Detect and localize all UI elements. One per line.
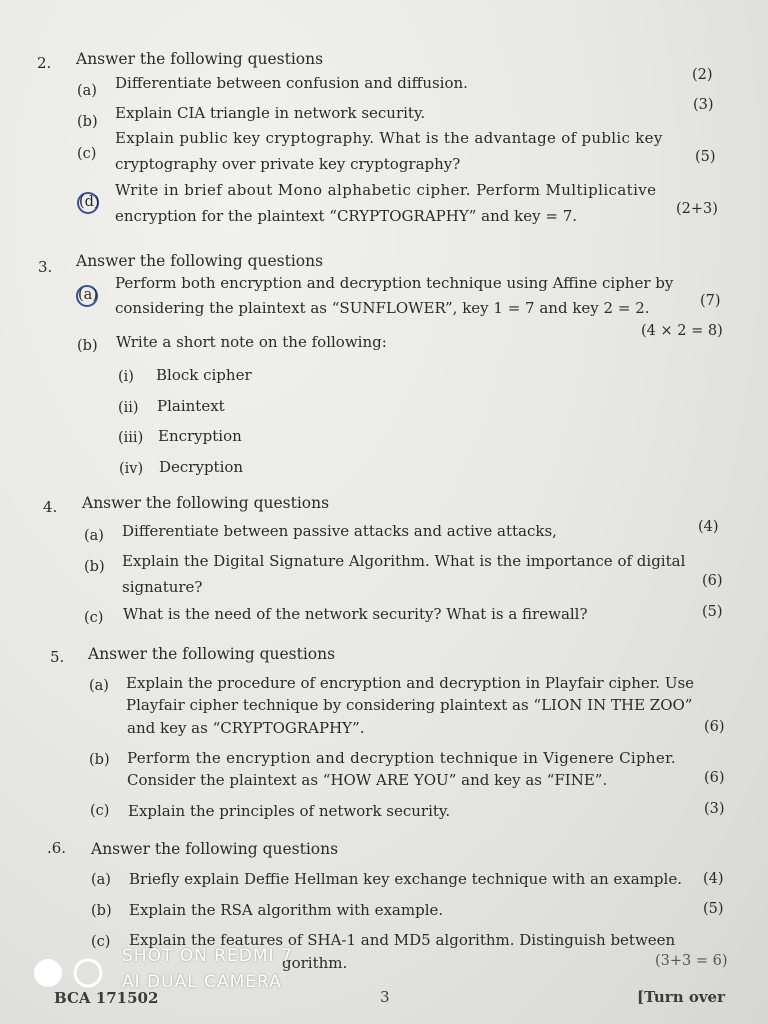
q6-number: .6.	[47, 839, 67, 857]
q3b-text: Write a short note on the following:	[116, 333, 387, 351]
q6b-text: Explain the RSA algorithm with example.	[129, 901, 444, 919]
q5a-text-1: Explain the procedure of encryption and decryption in Playfair cipher. Use	[126, 674, 695, 692]
q2c-label: (c)	[77, 146, 97, 162]
q5b-text-1: Perform the encryption and decryption technique in Vigenere Cipher.	[127, 749, 676, 767]
q4b-text-2: signature?	[122, 578, 203, 596]
watermark-line-2: AI DUAL CAMERA	[122, 972, 282, 992]
q4c-text: What is the need of the network security? What is a firewall?	[123, 605, 588, 623]
q4-number: 4.	[43, 498, 58, 516]
q5a-text-2: Playfair cipher technique by considering plaintext as “LION IN THE ZOO”	[126, 696, 693, 714]
q5b-text-2: Consider the plaintext as “HOW ARE YOU” and key as “FINE”.	[127, 771, 608, 789]
q3a-marks: (7)	[700, 293, 721, 309]
q5-heading: Answer the following questions	[88, 645, 336, 663]
q4a-text: Differentiate between passive attacks and active attacks,	[122, 522, 557, 540]
q2-heading: Answer the following questions	[76, 50, 324, 68]
q2d-text-2: encryption for the plaintext “CRYPTOGRAPHY” and key = 7.	[115, 207, 578, 225]
q2a-label: (a)	[77, 83, 97, 99]
q2c-text-2: cryptography over private key cryptography?	[115, 155, 461, 173]
q2c-text-1: Explain public key cryptography. What is the advantage of public key	[115, 129, 663, 147]
q5a-marks: (6)	[704, 719, 725, 735]
q5b-marks: (6)	[704, 770, 725, 786]
q3b-marks: (4 × 2 = 8)	[641, 323, 723, 339]
q6a-marks: (4)	[703, 871, 724, 887]
q6c-marks: (3+3 = 6)	[655, 953, 728, 969]
q6a-text: Briefly explain Deffie Hellman key exchange technique with an example.	[129, 870, 682, 888]
q2d-marks: (2+3)	[676, 201, 718, 217]
q2a-marks: (2)	[692, 67, 713, 83]
q4c-label: (c)	[84, 610, 104, 626]
footer-code: BCA 171502	[54, 989, 159, 1007]
q5c-label: (c)	[90, 803, 110, 819]
q2b-label: (b)	[77, 114, 98, 130]
footer-page-number: 3	[380, 988, 390, 1006]
q3b-ii-text: Plaintext	[157, 397, 225, 415]
q2c-marks: (5)	[695, 149, 716, 165]
q3b-label: (b)	[77, 338, 98, 354]
q6c-text-1: Explain the features of SHA-1 and MD5 algorithm. Distinguish between	[129, 931, 676, 949]
q2-number: 2.	[37, 54, 52, 72]
q5a-text-3: and key as “CRYPTOGRAPHY”.	[127, 719, 365, 737]
q3b-iv-label: (iv)	[119, 461, 144, 477]
q5-number: 5.	[50, 648, 65, 666]
q5a-label: (a)	[89, 678, 109, 694]
camera-dots-icon	[30, 958, 110, 988]
q4c-marks: (5)	[702, 604, 723, 620]
q5c-marks: (3)	[704, 801, 725, 817]
q5c-text: Explain the principles of network security.	[128, 802, 451, 820]
q4b-marks: (6)	[702, 573, 723, 589]
q6b-marks: (5)	[703, 901, 724, 917]
q4b-label: (b)	[84, 559, 105, 575]
q3b-i-text: Block cipher	[156, 366, 252, 384]
q3b-iv-text: Decryption	[159, 458, 244, 476]
q3a-text-1: Perform both encryption and decryption technique using Affine cipher by	[115, 274, 674, 292]
q3b-ii-label: (ii)	[118, 400, 139, 416]
q4-heading: Answer the following questions	[82, 494, 330, 512]
q3-heading: Answer the following questions	[76, 252, 324, 270]
q2d-text-1: Write in brief about Mono alphabetic cipher. Perform Multiplicative	[115, 181, 657, 199]
q3-number: 3.	[38, 258, 53, 276]
q3a-label: (a)	[78, 287, 98, 303]
q6a-label: (a)	[91, 872, 111, 888]
q2a-text: Differentiate between confusion and diffusion.	[115, 74, 468, 92]
q3a-text-2: considering the plaintext as “SUNFLOWER”, key 1 = 7 and key 2 = 2.	[115, 299, 650, 317]
q4a-label: (a)	[84, 528, 104, 544]
q2d-label: (d)	[79, 194, 100, 210]
footer-turn-over: [Turn over	[637, 988, 725, 1006]
watermark-line-1: SHOT ON REDMI 7	[122, 946, 293, 966]
q2b-marks: (3)	[693, 97, 714, 113]
q3b-iii-text: Encryption	[158, 427, 242, 445]
q4a-marks: (4)	[698, 519, 719, 535]
q3b-i-label: (i)	[118, 369, 134, 385]
q6b-label: (b)	[91, 903, 112, 919]
q6c-text-2: gorithm.	[282, 954, 348, 972]
q6-heading: Answer the following questions	[91, 840, 339, 858]
q2b-text: Explain CIA triangle in network security.	[115, 104, 426, 122]
q4b-text-1: Explain the Digital Signature Algorithm. What is the importance of digital	[122, 552, 686, 570]
q3b-iii-label: (iii)	[118, 430, 144, 446]
q6c-label: (c)	[91, 934, 111, 950]
q5b-label: (b)	[89, 752, 110, 768]
